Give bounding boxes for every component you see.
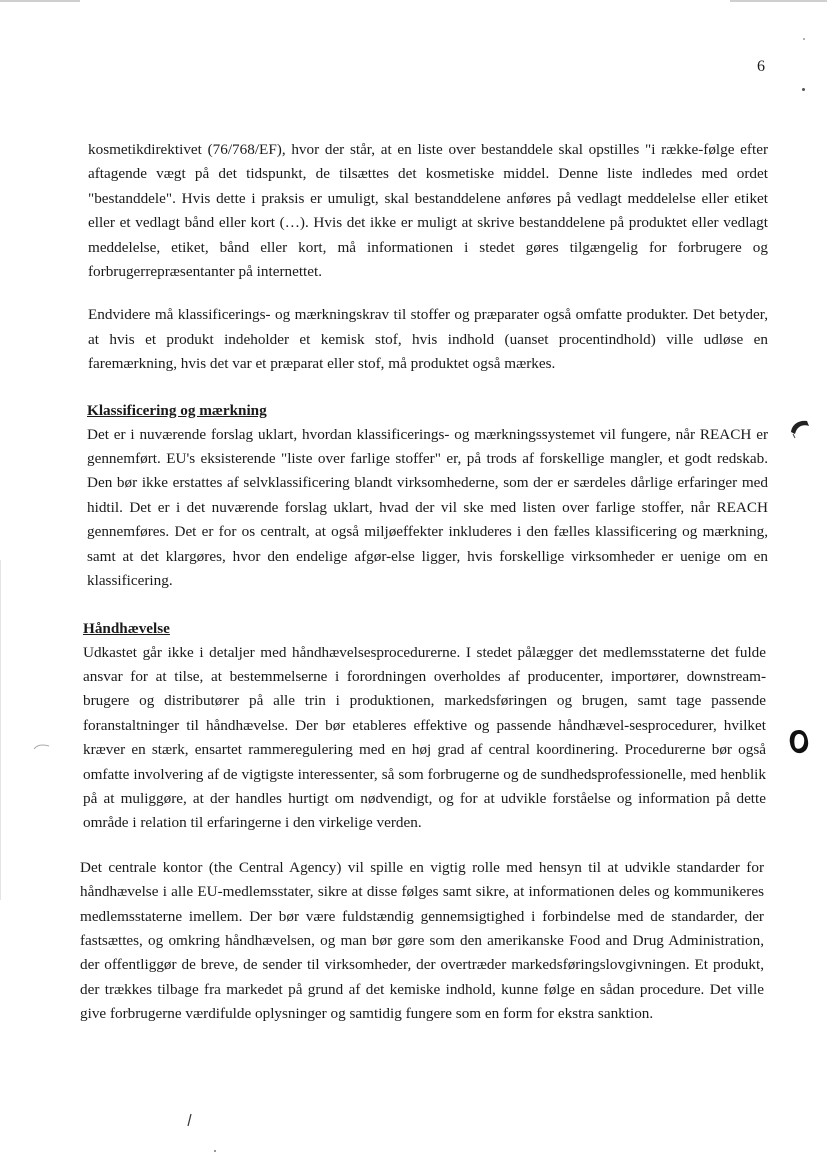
- paragraph-cosmetics-directive: kosmetikdirektivet (76/768/EF), hvor der står, at en liste over bestanddele skal opstilles "i række-følge efter aftagende vægt på det tidspunkt, de tilsættes det kosmetiske middel. Denne liste indledes med ordet "bestanddele". Hvis dette i praksis er umuligt, skal bestanddelene anføres på vedlagt meddelelse eller etiket eller et vedlagt bånd eller kort (…). Hvis det ikke er muligt at skrive bestanddelene på produktet eller vedlagt meddelelse, etiket, bånd eller kort, må informationen i stedet gøres tilgængelig for forbrugere og forbrugerrepræsentanter på internettet.: [88, 141, 768, 281]
- scan-edge-line: [730, 0, 827, 2]
- scan-edge-line: [0, 0, 80, 2]
- section-heading-enforcement: Håndhævelse: [83, 619, 170, 637]
- scan-speck: [803, 38, 805, 40]
- paragraph-enforcement: Udkastet går ikke i detaljer med håndhævelsesprocedurerne. I stedet pålægger det medlemsstaterne det fulde ansvar for at tilse, at bestemmelserne i forordningen overholdes af producenter, importører, downstream-brugere og distributører på alle trin i produktionen, markedsføringen og brugen, samt tage passende foranstaltninger til håndhævelse. Der bør etableres effektive og passende håndhævel-sesprocedurer, hvilket kræver en stærk, ensartet rammeregulering med en høj grad af central koordinering. Procedurerne bør også omfatte involvering af de vigtigste interessenter, så som forbrugerne og de sundhedsprofessionelle, med henblik på at muliggøre, at der handles hurtigt om nødvendigt, og for at udvikle forståelse og information på dette område i relation til erfaringerne i den virkelige verden.: [83, 643, 766, 832]
- paragraph-central-agency: Det centrale kontor (the Central Agency) vil spille en vigtig rolle med hensyn til at udvikle standarder for håndhævelse i alle EU-medlemsstater, sikre at disse følges samt sikre, at informationen deles og kommunikeres medlemsstaterne imellem. Der bør være fuldstændig gennemsigtighed i forbindelse med de standarder, der fastsættes, og omkring håndhævelsen, og man bør gøre som den amerikanske Food and Drug Administration, der offentliggør de breve, de sender til virksomheder, der overtræder markedsføringslovgivningen. Et produkt, der trækkes tilbage fra markedet på grund af det kemiske indhold, kunne følge en sådan procedure. Det ville give forbrugerne værdifulde oplysninger og samtidig fungere som en form for ekstra sanktion.: [80, 858, 764, 1023]
- pen-mark-icon: [186, 1113, 192, 1127]
- punch-hole-mark-icon: [789, 418, 811, 440]
- scan-edge-shadow: [0, 560, 1, 900]
- scan-speck: [802, 88, 805, 91]
- page-number: 6: [757, 58, 765, 75]
- paragraph-product-labelling: Endvidere må klassificerings- og mærkningskrav til stoffer og præparater også omfatte produkter. Det betyder, at hvis et produkt indeholder et kemisk stof, hvis indhold (uanset procentindhold) ville udløse en faremærkning, hvis det var et præparat eller stof, må produktet også mærkes.: [88, 306, 768, 373]
- paragraph-classification: Det er i nuværende forslag uklart, hvordan klassificerings- og mærkningssystemet vil fungere, når REACH er gennemført. EU's eksisterende "liste over farlige stoffer" er, på trods af forskellige mangler, et godt redskab. Den bør ikke erstattes af selvklassificering blandt virksomhederne, som der er særdeles dårlige erfaringer med hidtil. Det er i det nuværende forslag uklart, hvad der vil ske med listen over farlige stoffer, når REACH gennemføres. Det er for os centralt, at også miljøeffekter inkluderes i den fælles klassificering og mærkning, samt at det klargøres, hvor den endelige afgør-else ligger, hvis forskellige virksomheder er uenige om en klassificering.: [87, 425, 768, 590]
- scan-mark-icon: [33, 743, 51, 751]
- punch-hole-icon: [787, 728, 811, 756]
- document-body: [80, 138, 770, 1027]
- scan-speck: [214, 1150, 216, 1152]
- section-heading-classification: Klassificering og mærkning: [87, 401, 267, 419]
